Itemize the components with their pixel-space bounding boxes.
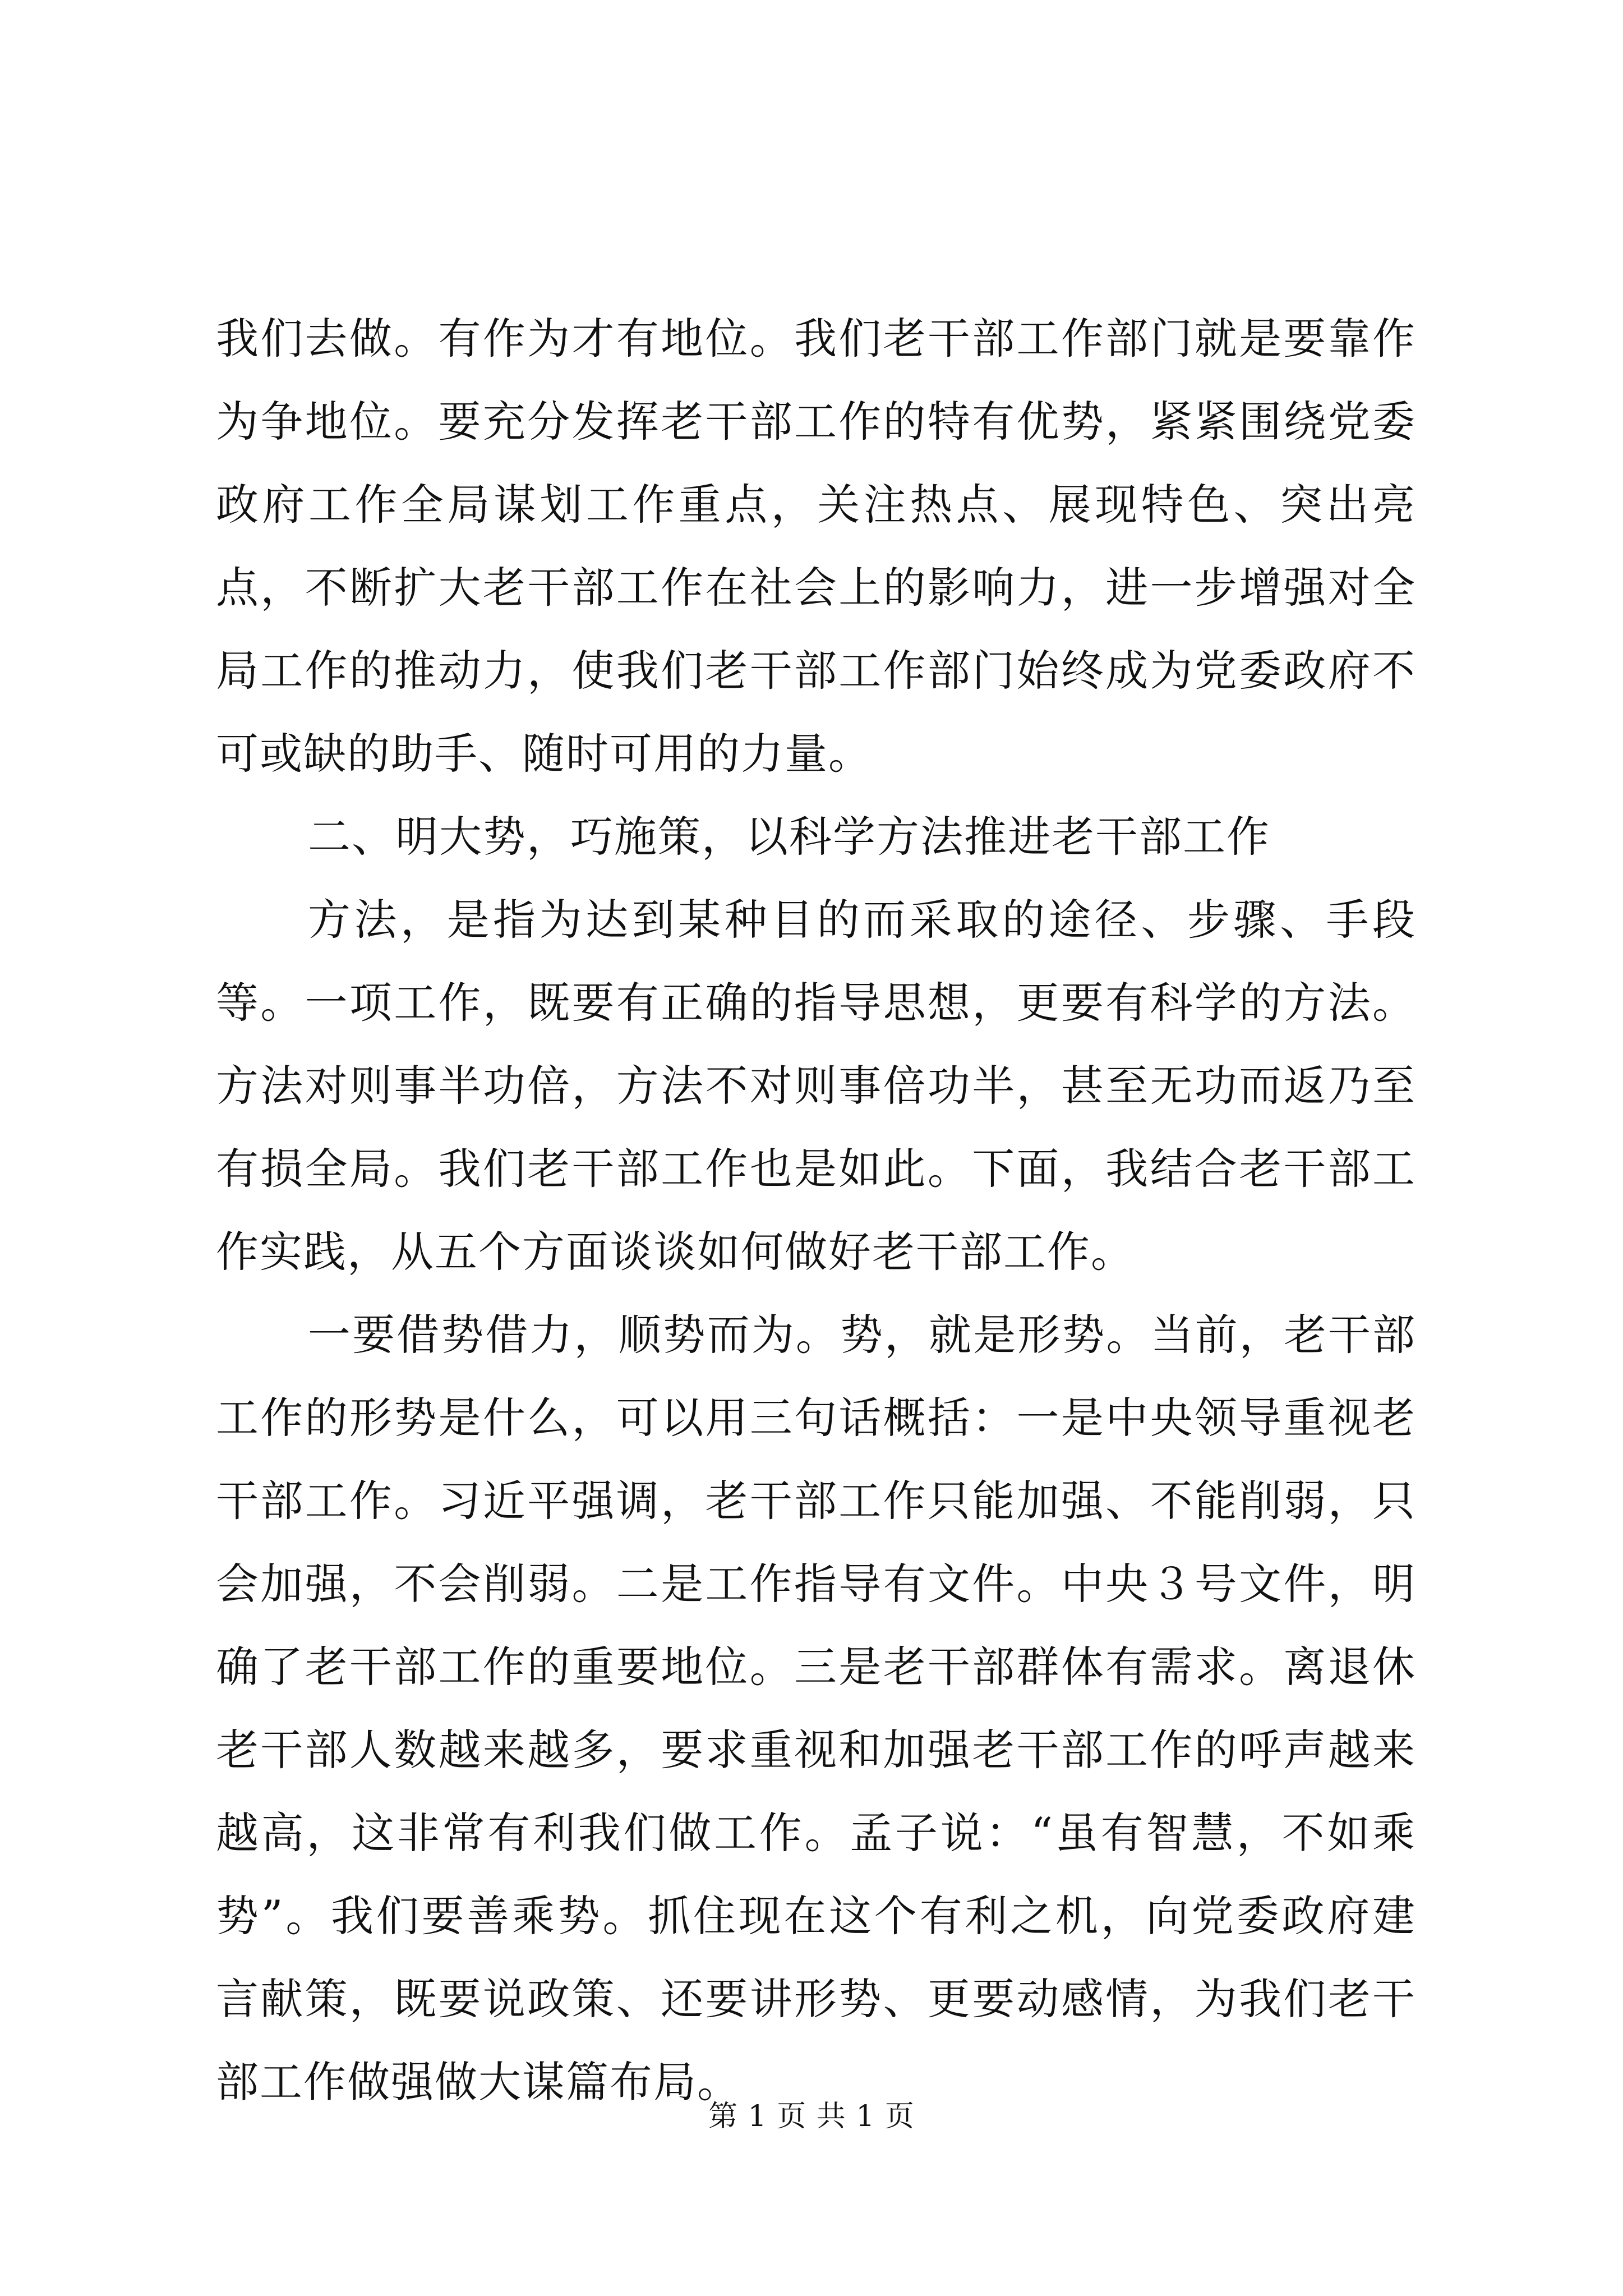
paragraph-continuation: 我们去做。有作为才有地位。我们老干部工作部门就是要靠作为争地位。要充分发挥老干部工作的特有优势，紧紧围绕党委政府工作全局谋划工作重点，关注热点、展现特色、突出亮点，不断扩大老干部工作在社会上的影响力，进一步增强对全局工作的推动力，使我们老干部工作部门始终成为党委政府不可或缺的助手、随时可用的力量。 [216, 314, 1416, 779]
paragraph-methods: 方法，是指为达到某种目的而采取的途径、步骤、手段等。一项工作，既要有正确的指导思想，更要有科学的方法。方法对则事半功倍，方法不对则事倍功半，甚至无功而返乃至有损全局。我们老干部工作也是如此。下面，我结合老干部工作实践，从五个方面谈谈如何做好老干部工作。 [216, 895, 1416, 1277]
section-heading: 二、明大势，巧施策，以科学方法推进老干部工作 [308, 812, 1270, 862]
document-body [216, 297, 1416, 2124]
page-footer: 第 1 页 共 1 页 [708, 2100, 915, 2133]
paragraph-momentum: 一要借势借力，顺势而为。势，就是形势。当前，老干部工作的形势是什么，可以用三句话概括：一是中央领导重视老干部工作。习近平强调，老干部工作只能加强、不能削弱，只会加强，不会削弱。二是工作指导有文件。中央３号文件，明确了老干部工作的重要地位。三是老干部群体有需求。离退休老干部人数越来越多，要求重视和加强老干部工作的呼声越来越高，这非常有利我们做工作。孟子说：“虽有智慧，不如乘势”。我们要善乘势。抓住现在这个有利之机，向党委政府建言献策，既要说政策、还要讲形势、更要动感情，为我们老干部工作做强做大谋篇布局。 [216, 1310, 1416, 2107]
